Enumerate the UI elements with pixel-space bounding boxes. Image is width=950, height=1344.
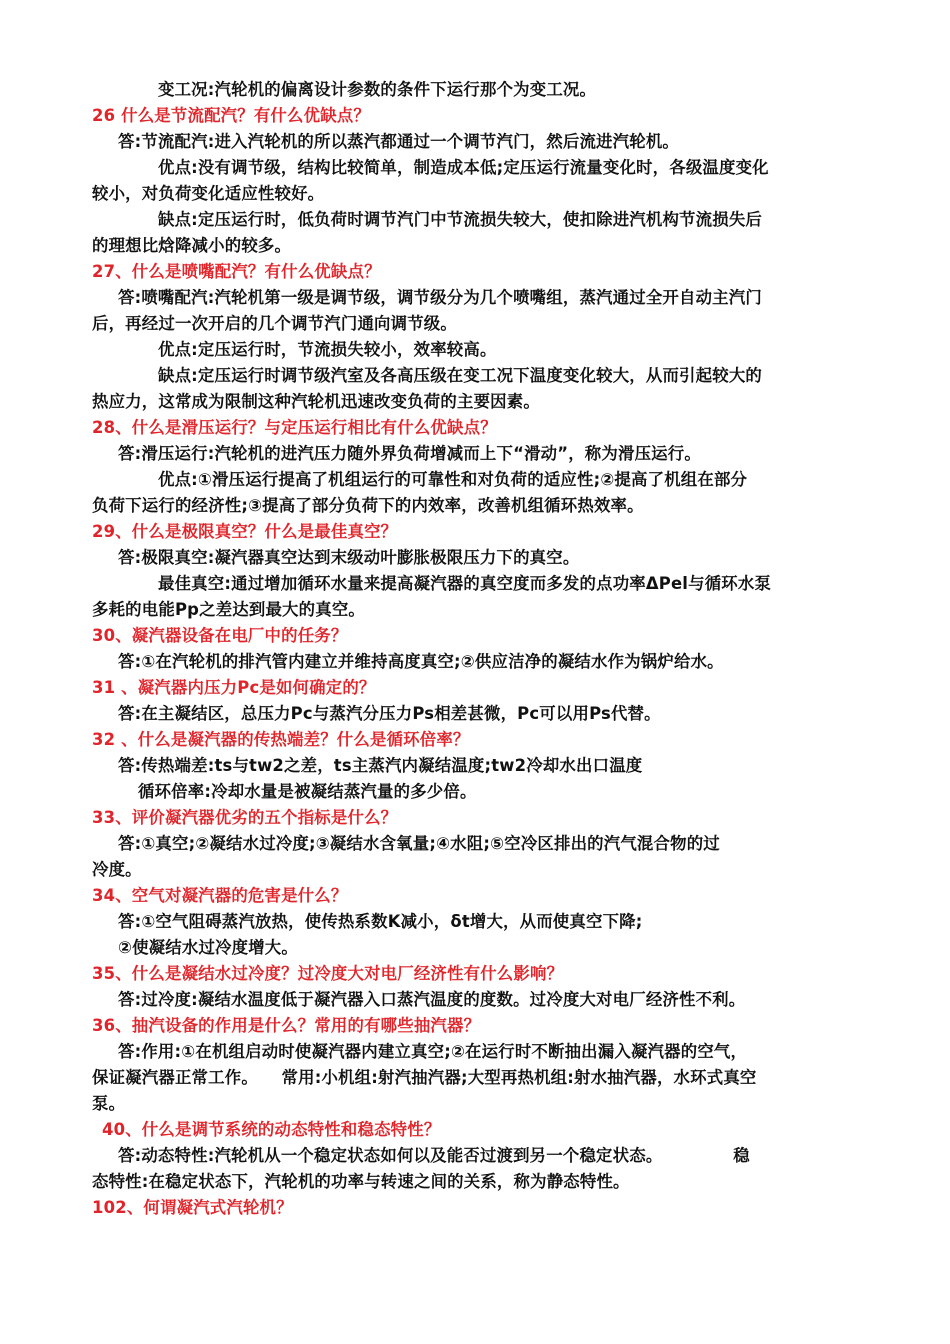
question-heading: 102、何谓凝汽式汽轮机？ — [92, 1198, 293, 1217]
text-line: 优点:没有调节级，结构比较简单，制造成本低;定压运行流量变化时，各级温度变化 — [158, 158, 769, 177]
answer-line: 答:喷嘴配汽:汽轮机第一级是调节级，调节级分为几个喷嘴组，蒸汽通过全开自动主汽门 — [118, 288, 762, 307]
text-line: 态特性:在稳定状态下，汽轮机的功率与转速之间的关系，称为静态特性。 — [92, 1172, 630, 1191]
text-line: 后，再经过一次开启的几个调节汽门通向调节级。 — [92, 314, 457, 333]
text-line: 最佳真空:通过增加循环水量来提高凝汽器的真空度而多发的点功率ΔPel与循环水泵 — [158, 574, 772, 593]
answer-line: 答:①空气阻碍蒸汽放热，使传热系数K减小，δt增大，从而使真空下降; — [118, 912, 643, 931]
question-heading: 36、抽汽设备的作用是什么？常用的有哪些抽汽器？ — [92, 1016, 481, 1035]
answer-line: 答:滑压运行:汽轮机的进汽压力随外界负荷增减而上下“滑动”，称为滑压运行。 — [118, 444, 701, 463]
text-line: 缺点:定压运行时，低负荷时调节汽门中节流损失较大，使扣除进汽机构节流损失后 — [158, 210, 763, 229]
text-line: 的理想比焓降减小的较多。 — [92, 236, 292, 255]
answer-line: 答:过冷度:凝结水温度低于凝汽器入口蒸汽温度的度数。过冷度大对电厂经济性不利。 — [118, 990, 746, 1009]
question-heading: 31 、凝汽器内压力Pc是如何确定的？ — [92, 678, 376, 697]
question-heading: 26 什么是节流配汽？有什么优缺点？ — [92, 106, 370, 125]
text-line: 较小，对负荷变化适应性较好。 — [92, 184, 325, 203]
text-line: 优点:①滑压运行提高了机组运行的可靠性和对负荷的适应性;②提高了机组在部分 — [158, 470, 748, 489]
answer-line: 答:动态特性:汽轮机从一个稳定状态如何以及能否过渡到另一个稳定状态。 稳 — [118, 1146, 750, 1165]
question-heading: 40、什么是调节系统的动态特性和稳态特性？ — [102, 1120, 441, 1139]
text-line: 变工况:汽轮机的偏离设计参数的条件下运行那个为变工况。 — [158, 80, 597, 99]
answer-line: 答:在主凝结区，总压力Pc与蒸汽分压力Ps相差甚微，Pc可以用Ps代替。 — [118, 704, 661, 723]
answer-line: 答:节流配汽:进入汽轮机的所以蒸汽都通过一个调节汽门，然后流进汽轮机。 — [118, 132, 679, 151]
question-heading: 32 、什么是凝汽器的传热端差？什么是循环倍率？ — [92, 730, 470, 749]
text-line: 循环倍率:冷却水量是被凝结蒸汽量的多少倍。 — [138, 782, 477, 801]
text-line: ②使凝结水过冷度增大。 — [118, 938, 298, 957]
question-heading: 35、什么是凝结水过冷度？过冷度大对电厂经济性有什么影响？ — [92, 964, 564, 983]
text-line: 缺点:定压运行时调节级汽室及各高压级在变工况下温度变化较大，从而引起较大的 — [158, 366, 763, 385]
question-heading: 27、什么是喷嘴配汽？有什么优缺点？ — [92, 262, 381, 281]
text-line: 多耗的电能Pp之差达到最大的真空。 — [92, 600, 366, 619]
answer-line: 答:①在汽轮机的排汽管内建立并维持高度真空;②供应洁净的凝结水作为锅炉给水。 — [118, 652, 724, 671]
text-line: 优点:定压运行时，节流损失较小，效率较高。 — [158, 340, 497, 359]
text-line: 冷度。 — [92, 860, 142, 879]
answer-line: 答:传热端差:ts与tw2之差，ts主蒸汽内凝结温度;tw2冷却水出口温度 — [118, 756, 643, 775]
question-heading: 30、凝汽器设备在电厂中的任务？ — [92, 626, 348, 645]
question-heading: 28、什么是滑压运行？与定压运行相比有什么优缺点？ — [92, 418, 497, 437]
question-heading: 34、空气对凝汽器的危害是什么？ — [92, 886, 348, 905]
text-line: 泵。 — [92, 1094, 126, 1113]
question-heading: 29、什么是极限真空？什么是最佳真空？ — [92, 522, 398, 541]
text-line: 热应力，这常成为限制这种汽轮机迅速改变负荷的主要因素。 — [92, 392, 540, 411]
answer-line: 答:极限真空:凝汽器真空达到末级动叶膨胀极限压力下的真空。 — [118, 548, 580, 567]
text-line: 保证凝汽器正常工作。 常用:小机组:射汽抽汽器;大型再热机组:射水抽汽器，水环式真空 — [92, 1068, 757, 1087]
text-line: 负荷下运行的经济性;③提高了部分负荷下的内效率，改善机组循环热效率。 — [92, 496, 644, 515]
answer-line: 答:①真空;②凝结水过冷度;③凝结水含氧量;④水阻;⑤空冷区排出的汽气混合物的过 — [118, 834, 720, 853]
answer-line: 答:作用:①在机组启动时使凝汽器内建立真空;②在运行时不断抽出漏入凝汽器的空气， — [118, 1042, 748, 1061]
question-heading: 33、评价凝汽器优劣的五个指标是什么？ — [92, 808, 398, 827]
